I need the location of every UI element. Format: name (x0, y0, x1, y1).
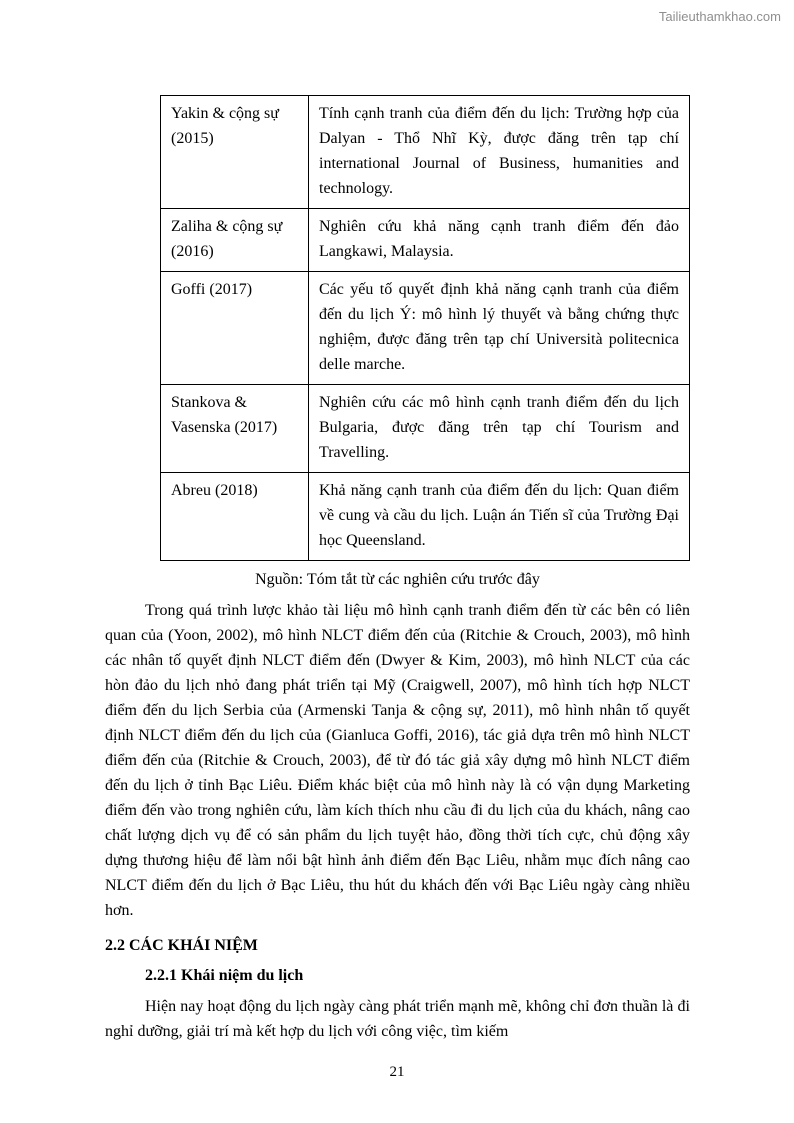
author-cell: Abreu (2018) (161, 473, 309, 561)
page-content (105, 95, 690, 1044)
table-row (161, 385, 690, 473)
description-cell: Khả năng cạnh tranh của điểm đến du lịch: Quan điểm về cung và cầu du lịch. Luận án Tiến sĩ của Trường Đại học Queensland. (309, 473, 690, 561)
watermark: Tailieuthamkhao.com (658, 9, 781, 24)
paragraph-literature-review: Trong quá trình lược khảo tài liệu mô hình cạnh tranh điểm đến từ các bên có liên quan của (Yoon, 2002), mô hình NLCT điểm đến của (Ritchie & Crouch, 2003), mô hình các nhân tố quyết định NLCT điểm đến (Dwyer & Kim, 2003), mô hình NLCT của các hòn đảo du lịch nhỏ đang phát triển tại Mỹ (Craigwell, 2007), mô hình tích hợp NLCT điểm đến du lịch Serbia của (Armenski Tanja & cộng sự, 2011), mô hình nhân tố quyết định NLCT điểm đến du lịch của (Gianluca Goffi, 2016), tác giả dựa trên mô hình NLCT điểm đến của (Ritchie & Crouch, 2003), để từ đó tác giả xây dựng mô hình NLCT điểm đến du lịch ở tỉnh Bạc Liêu. Điểm khác biệt của mô hình này là có vận dụng Marketing điểm đến vào trong nghiên cứu, làm kích thích nhu cầu đi du lịch của du khách, nâng cao chất lượng dịch vụ để có sản phẩm du lịch tuyệt hảo, đồng thời tích cực, chủ động xây dựng thương hiệu để làm nổi bật hình ảnh điểm đến Bạc Liêu, nhằm mục đích nâng cao NLCT điểm đến du lịch ở Bạc Liêu, thu hút du khách đến với Bạc Liêu ngày càng nhiều hơn. (105, 602, 690, 919)
page-number: 21 (389, 1064, 405, 1080)
table-row (161, 272, 690, 385)
section-heading: 2.2 CÁC KHÁI NIỆM (105, 937, 258, 954)
description-cell: Nghiên cứu khả năng cạnh tranh điểm đến đảo Langkawi, Malaysia. (309, 209, 690, 272)
table-caption: Nguồn: Tóm tắt từ các nghiên cứu trước đây (255, 571, 540, 588)
table-row (161, 96, 690, 209)
author-cell: Stankova & Vasenska (2017) (161, 385, 309, 473)
sources-table-body (161, 96, 690, 561)
sources-table (160, 95, 690, 561)
author-cell: Zaliha & cộng sự (2016) (161, 209, 309, 272)
author-cell: Yakin & cộng sự (2015) (161, 96, 309, 209)
table-row (161, 209, 690, 272)
subsection-heading: 2.2.1 Khái niệm du lịch (145, 967, 304, 984)
description-cell: Tính cạnh tranh của điểm đến du lịch: Trường hợp của Dalyan - Thổ Nhĩ Kỳ, được đăng trên tạp chí international Journal of Business, humanities and technology. (309, 96, 690, 209)
description-cell: Nghiên cứu các mô hình cạnh tranh điểm đến du lịch Bulgaria, được đăng trên tạp chí Tourism and Travelling. (309, 385, 690, 473)
paragraph-tourism-intro: Hiện nay hoạt động du lịch ngày càng phát triển mạnh mẽ, không chỉ đơn thuần là đi nghỉ dưỡng, giải trí mà kết hợp du lịch với công việc, tìm kiếm (105, 998, 690, 1040)
description-cell: Các yếu tố quyết định khả năng cạnh tranh của điểm đến du lịch Ý: mô hình lý thuyết và bằng chứng thực nghiệm, được đăng trên tạp chí Università politecnica delle marche. (309, 272, 690, 385)
author-cell: Goffi (2017) (161, 272, 309, 385)
table-row (161, 473, 690, 561)
